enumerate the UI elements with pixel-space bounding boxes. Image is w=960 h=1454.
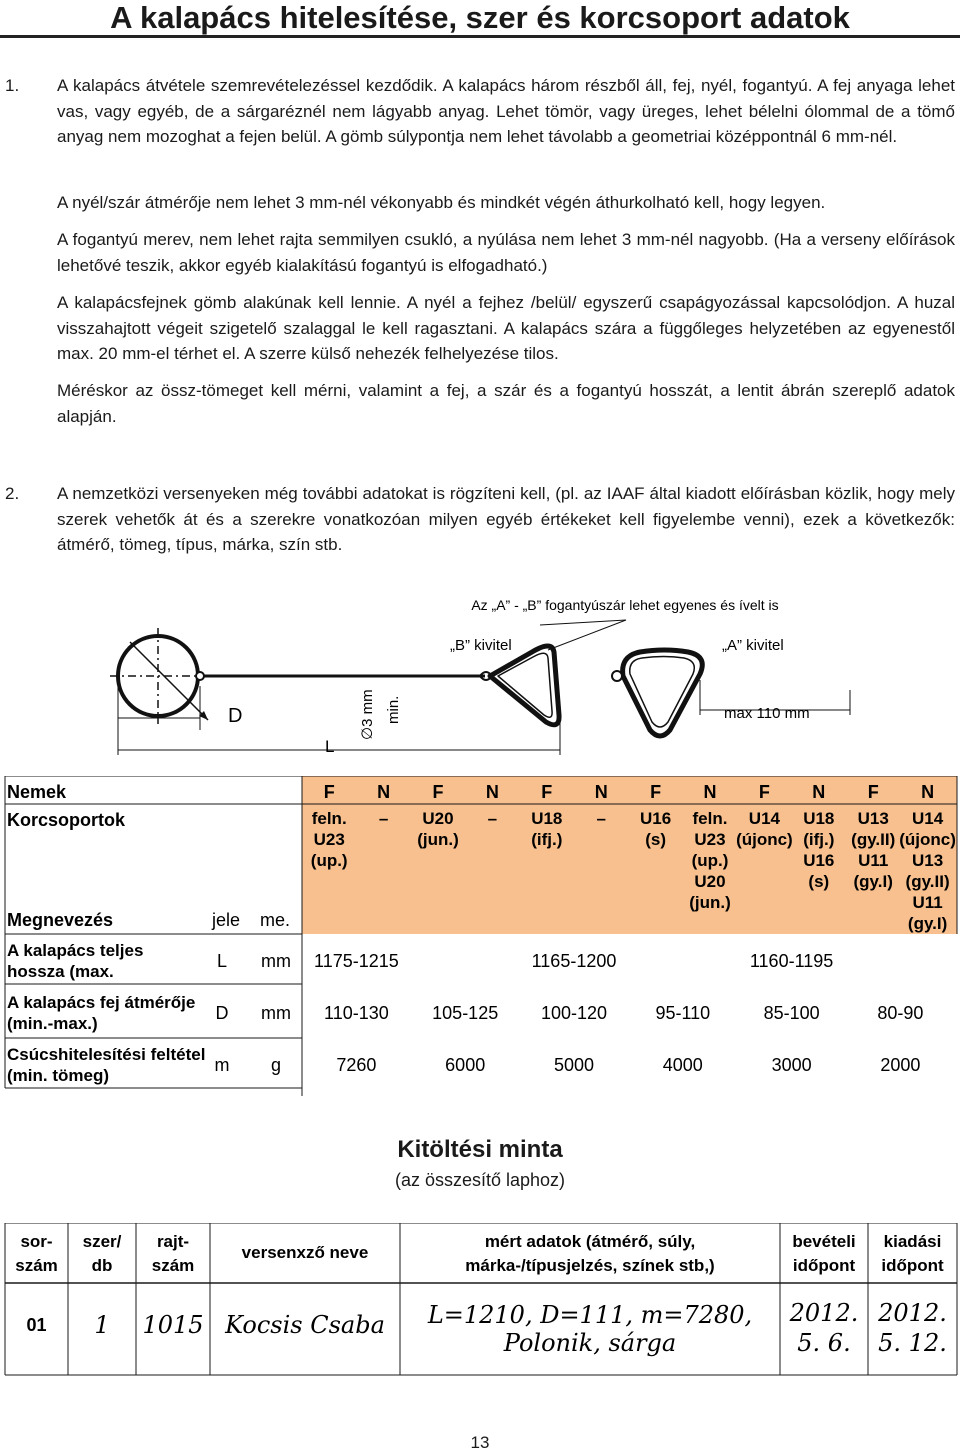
age-group-label: U16 (803, 851, 835, 870)
age-group-label: (gy.II) (905, 872, 950, 891)
age-group-label: U23 (694, 830, 726, 849)
gender-cell: N (485, 782, 499, 802)
spec-table-svg (0, 776, 960, 1098)
sample-kiadas-2: 5. 12. (878, 1329, 947, 1357)
section-2-number: 2. (5, 484, 20, 503)
age-group-label: U11 (912, 893, 943, 912)
sample-szer: 1 (94, 1311, 110, 1339)
gender-cell: F (323, 782, 335, 802)
sample-header-cell: márka-/típusjelzés, színek stb,) (465, 1256, 715, 1275)
age-group-label: U11 (858, 851, 889, 870)
spec-value-cell: 105-125 (432, 1003, 499, 1023)
spec-row-name: A kalapács fej átmérője (7, 993, 196, 1012)
sample-table (0, 1223, 960, 1383)
age-group-label: U20 (694, 872, 726, 891)
age-group-label: U20 (422, 809, 454, 828)
age-group-label: – (487, 809, 498, 828)
spec-value-cell: 1175-1215 (314, 951, 399, 971)
spec-value-cell: 100-120 (540, 1003, 608, 1023)
hammer-head (110, 628, 208, 724)
age-group-label: (újonc) (736, 830, 793, 849)
gender-cell: F (541, 782, 553, 802)
section-1-para-5: Méréskor az össz-tömeget kell mérni, valamint a fej, a szár és a fogantyú hosszát, a lentit ábrán szereplő adatok alapján. (57, 381, 955, 426)
spec-value-cell: 5000 (553, 1055, 595, 1075)
spec-value-cell: 110-130 (324, 1003, 389, 1023)
gender-cell: F (758, 782, 770, 802)
label-korcsoportok: Korcsoportok (7, 810, 126, 830)
age-group-label: U18 (531, 809, 563, 828)
diagram-b-label: „B” kivitel (450, 637, 512, 654)
sample-header-cell: szám (15, 1256, 58, 1275)
gender-cell: N (812, 782, 826, 802)
sample-sorszam: 01 (26, 1315, 47, 1335)
sample-header-cell: rajt- (156, 1232, 190, 1251)
sample-table-svg (0, 1223, 960, 1383)
age-group-label: U16 (640, 809, 672, 828)
sample-header-cell: időpont (792, 1256, 856, 1275)
sample-rajtszam: 1015 (142, 1311, 204, 1339)
diagram-top-label: Az „A” - „B” fogantyúszár lehet egyenes és ívelt is (471, 597, 779, 613)
label-nemek: Nemek (7, 782, 67, 802)
sample-bevetel-1: 2012. (789, 1299, 859, 1327)
age-group-label: (s) (645, 830, 666, 849)
spec-value-cell: 1165-1200 (531, 951, 617, 971)
label-jele: jele (212, 910, 241, 930)
spec-row-unit: g (270, 1055, 282, 1075)
sample-subtitle: (az összesítő laphoz) (394, 1170, 566, 1190)
age-group-label: (ifj.) (531, 830, 563, 849)
age-group-label: U18 (803, 809, 835, 828)
spec-value-cell: 6000 (445, 1055, 486, 1075)
spec-value-cell: 7260 (336, 1055, 377, 1075)
age-group-label: feln. (311, 809, 347, 828)
spec-table (0, 776, 960, 1098)
sample-header-cell: versenxző neve (241, 1243, 369, 1262)
age-group-label: – (378, 809, 389, 828)
age-group-label: feln. (692, 809, 728, 828)
handle-a-shape (612, 650, 702, 736)
sample-header-cell: sor- (20, 1232, 53, 1251)
sample-header-cell: bevételi (792, 1232, 856, 1251)
spec-row-name: (min. tömeg) (7, 1066, 109, 1085)
diagram-a-label: „A” kivitel (722, 637, 784, 654)
spec-row-name: A kalapács teljes (7, 941, 144, 960)
age-group-label: (gy.I) (907, 914, 948, 933)
sample-bevetel-2: 5. 6. (797, 1329, 851, 1357)
age-group-label: U14 (748, 809, 780, 828)
spec-row-name: (min.-max.) (7, 1014, 98, 1033)
sample-nev: Kocsis Csaba (225, 1311, 385, 1339)
section-1-para-1: A kalapács átvétele szemrevételezéssel kezdődik. A kalapács három részből áll, fej, nyél, fogantyú. A fej anyaga lehet vas, vagy egyéb, de a sárgaréznél nem lágyabb anyag. Lehet tömör, vagy üreges, lehet bélelni ólommal de a tömő anyag nem mozoghat a fejen belül. A gömb súlypontja nem lehet távolabb a geometriai középpontnál 6 mm-nél. (57, 76, 955, 146)
handle-b-shape (490, 646, 559, 725)
hammer-diagram (0, 590, 960, 770)
spec-row-name: Csúcshitelesítési feltétel (7, 1045, 206, 1064)
gender-cell: N (594, 782, 608, 802)
section-1-para-3: A fogantyú merev, nem lehet rajta semmilyen csukló, a nyúlása nem lehet 3 mm-nél nagyobb. (Ha a verseny előírások lehetővé teszik, akkor egyéb kialakítású fogantyú is elfogadható.) (57, 230, 955, 275)
sample-header-cell: időpont (881, 1256, 944, 1275)
section-1-para-2: A nyél/szár átmérője nem lehet 3 mm-nél vékonyabb és mindkét végén áthurkolható kell, hogy legyen. (57, 193, 826, 212)
gender-cell: N (377, 782, 391, 802)
spec-row-symbol: L (216, 951, 228, 971)
hammer-wire (196, 672, 492, 680)
spec-value-cell: 3000 (771, 1055, 812, 1075)
age-group-label: (jun.) (689, 893, 731, 912)
page-title: A kalapács hitelesítése, szer és korcsoport adatok (110, 0, 850, 35)
sample-header-cell: mért adatok (átmérő, súly, (484, 1232, 696, 1251)
gender-cell: N (921, 782, 935, 802)
label-megnevezes: Megnevezés (7, 910, 114, 930)
age-group-label: (s) (808, 872, 830, 891)
spec-row-symbol: m (214, 1055, 230, 1075)
diagram-l-label: L (325, 737, 335, 756)
section-2-para-1: A nemzetközi versenyeken még további adatokat is rögzíteni kell, (pl. az IAAF által kiadott előírásban közlik, hogy mely szerek vehetők át és a szerekre vonatkozóan milyen egyéb értékeket kell figyelembe venni), ezek a következők: átmérő, tömeg, típus, márka, szín stb. (57, 484, 955, 554)
diagram-d-label: D (228, 705, 243, 727)
spec-value-cell: 85-100 (763, 1003, 820, 1023)
label-me: me. (260, 910, 291, 930)
sample-header-cell: db (91, 1256, 113, 1275)
gender-cell: F (650, 782, 662, 802)
spec-row-unit: mm (261, 951, 291, 971)
section-1-number: 1. (5, 76, 20, 95)
page-number: 13 (470, 1433, 490, 1452)
spec-value-cell: 1160-1195 (749, 951, 834, 971)
age-group-label: – (596, 809, 606, 828)
sample-header-cell: szám (151, 1256, 195, 1275)
age-group-label: (újonc) (899, 830, 956, 849)
title-underline (0, 35, 960, 38)
sample-kiadas-1: 2012. (878, 1299, 947, 1327)
age-group-label: (jun.) (417, 830, 459, 849)
diagram-wire-label: ∅3 mm (359, 689, 376, 740)
age-group-label: (gy.II) (851, 830, 896, 849)
hammer-diagram-svg (0, 590, 960, 770)
gender-cell: F (867, 782, 879, 802)
age-group-label: U23 (313, 830, 345, 849)
sample-adatok-1: L=1210, D=111, m=7280, (427, 1301, 753, 1329)
sample-header-cell: kiadási (883, 1232, 942, 1251)
diagram-min-label: min. (385, 695, 402, 724)
sample-header-cell: szer/ (82, 1232, 122, 1251)
spec-value-cell: 2000 (880, 1055, 921, 1075)
spec-row-symbol: D (215, 1003, 229, 1023)
spec-row-name: hossza (max. (7, 962, 114, 981)
diagram-max-label: max 110 mm (724, 705, 810, 722)
gender-cell: N (703, 782, 717, 802)
age-group-label: (up.) (310, 851, 348, 870)
age-group-label: (gy.I) (853, 872, 893, 891)
age-group-label: (ifj.) (803, 830, 835, 849)
age-group-label: (up.) (691, 851, 729, 870)
spec-value-cell: 80-90 (877, 1003, 924, 1023)
age-group-label: U13 (857, 809, 889, 828)
sample-title: Kitöltési minta (397, 1136, 563, 1163)
spec-row-unit: mm (261, 1003, 291, 1023)
spec-value-cell: 4000 (662, 1055, 703, 1075)
age-group-label: U13 (912, 851, 944, 870)
gender-cell: F (432, 782, 444, 802)
section-1-para-4: A kalapácsfejnek gömb alakúnak kell lennie. A nyél a fejhez /belül/ egyszerű csapágyozással kapcsolódjon. A huzal visszahajtott végeit szigetelő szalaggal le kell ragasztani. A kalapács szára a függőleges helyzetében az egyenestől max. 20 mm-el térhet el. A szerre külső nehezék felhelyezése tilos. (57, 293, 955, 363)
sample-adatok-2: Polonik, sárga (503, 1329, 677, 1357)
age-group-label: U14 (912, 809, 944, 828)
spec-value-cell: 95-110 (655, 1003, 711, 1023)
